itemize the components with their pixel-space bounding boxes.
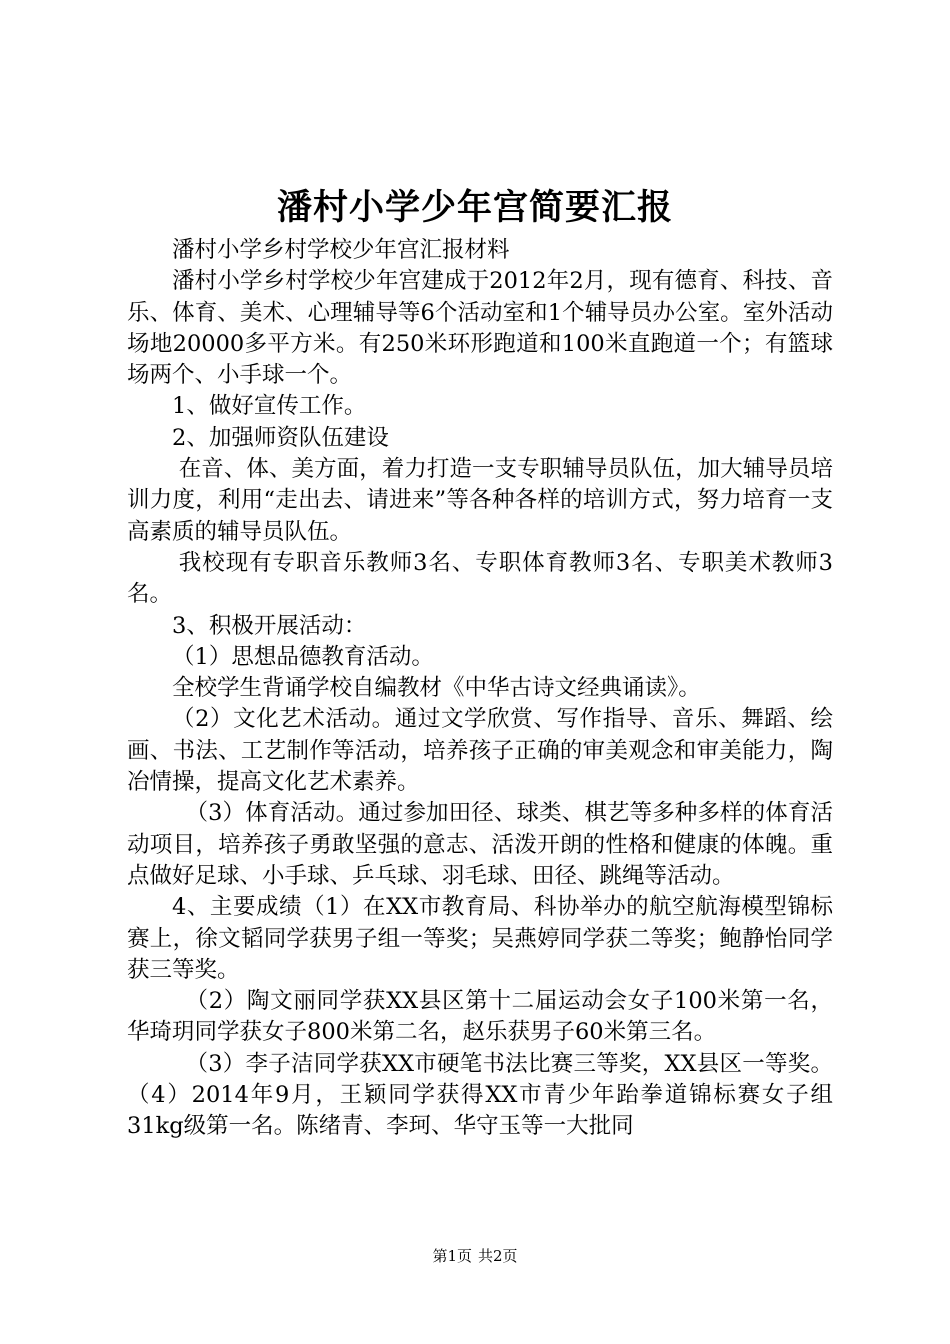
paragraph-item-3: 3、积极开展活动： bbox=[172, 612, 367, 639]
paragraph-teacher-count: 我校现有专职音乐教师3名、专职体育教师3名、专职美术教师3名。 bbox=[127, 549, 833, 608]
paragraph-activity-2: （2）文化艺术活动。通过文学欣赏、写作指导、音乐、舞蹈、绘画、书法、工艺制作等活动，培养孩子正确的审美观念和审美能力，陶冶情操，提高文化艺术素养。 bbox=[127, 706, 833, 796]
document-body bbox=[127, 235, 833, 1143]
paragraph-intro: 潘村小学乡村学校少年宫建成于2012年2月，现有德育、科技、音乐、体育、美术、心理辅导等6个活动室和1个辅导员办公室。室外活动场地20000多平方米。有250米环形跑道和100米直跑道一个；有篮球场两个、小手球一个。 bbox=[127, 268, 833, 389]
paragraph-subtitle: 潘村小学乡村学校少年宫汇报材料 bbox=[172, 237, 510, 263]
page-number: 第1页 bbox=[432, 1247, 472, 1265]
paragraph-teacher-training: 在音、体、美方面，着力打造一支专职辅导员队伍，加大辅导员培训力度，利用“走出去、请进来”等各种各样的培训方式，努力培育一支高素质的辅导员队伍。 bbox=[127, 456, 833, 545]
paragraph-item-2: 2、加强师资队伍建设 bbox=[172, 424, 389, 451]
paragraph-activity-1-detail: 全校学生背诵学校自编教材《中华古诗文经典诵读》。 bbox=[172, 675, 701, 702]
paragraph-achievement-3: （3）李子洁同学获XX市硬笔书法比赛三等奖，XX县区一等奖。（4）2014年9月，王颖同学获得XX市青少年跆拳道锦标赛女子组31kg级第一名。陈绪青、李珂、华守玉等一大批同 bbox=[127, 1050, 833, 1140]
paragraph-item-4: 4、主要成绩（1）在XX市教育局、科协举办的航空航海模型锦标赛上，徐文韬同学获男子组一等奖；吴燕婷同学获二等奖；鲍静怡同学获三等奖。 bbox=[127, 894, 833, 983]
page-total: 共2页 bbox=[478, 1247, 518, 1265]
paragraph-activity-1: （1）思想品德教育活动。 bbox=[172, 643, 434, 670]
paragraph-item-1: 1、做好宣传工作。 bbox=[172, 393, 367, 420]
page-footer bbox=[0, 1246, 950, 1266]
paragraph-achievement-2: （2）陶文丽同学获XX县区第十二届运动会女子100米第一名，华琦玥同学获女子800米第二名，赵乐获男子60米第三名。 bbox=[127, 988, 833, 1046]
paragraph-activity-3: （3）体育活动。通过参加田径、球类、棋艺等多种多样的体育活动项目，培养孩子勇敢坚强的意志、活泼开朗的性格和健康的体魄。重点做好足球、小手球、乒乓球、羽毛球、田径、跳绳等活动。 bbox=[127, 800, 833, 889]
document-title: 潘村小学少年宫简要汇报 bbox=[276, 187, 673, 228]
